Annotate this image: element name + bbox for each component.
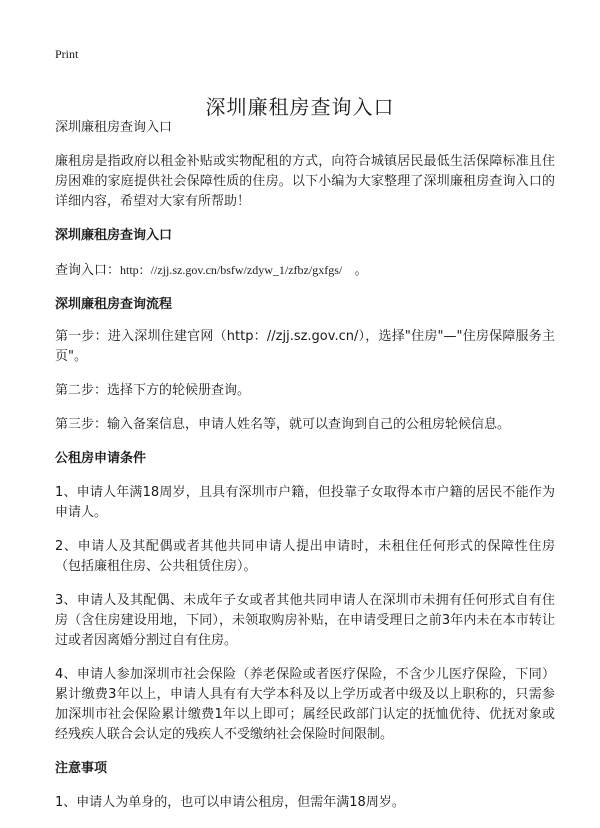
entry-url-link[interactable]: http：//zjj.sz.gov.cn/bsfw/zdyw_1/zfbz/gxfgs/ xyxy=(120,263,343,277)
section-heading-notes: 注意事项 xyxy=(55,761,108,776)
page-title: 深圳廉租房查询入口 xyxy=(205,95,395,120)
process-step-1: 第一步：进入深圳住建官网（http：//zjj.sz.gov.cn/），选择"住房"—"住房保障服务主页"。 xyxy=(55,329,555,364)
print-label: Print xyxy=(55,47,79,61)
section-heading-entry: 深圳廉租房查询入口 xyxy=(55,228,173,243)
article-subtitle: 深圳廉租房查询入口 xyxy=(55,120,173,135)
intro-paragraph: 廉租房是指政府以租金补贴或实物配租的方式，向符合城镇居民最低生活保障标准且住房困难的家庭提供社会保障性质的住房。以下小编为大家整理了深圳廉租房查询入口的详细内容，希望对大家有所帮助！ xyxy=(55,154,555,209)
condition-item-1: 1、申请人年满18周岁，且具有深圳市户籍，但投靠子女取得本市户籍的居民不能作为申请人。 xyxy=(55,485,555,520)
condition-item-4: 4、申请人参加深圳市社会保险（养老保险或者医疗保险，不含少儿医疗保险，下同）累计缴费3年以上，申请人具有有大学本科及以上学历或者中级及以上职称的，只需参加深圳市社会保险累计缴费1年以上即可；属经民政部门认定的抚恤优待、优抚对象或经残疾人联合会认定的残疾人不受缴纳社会保险时间限制。 xyxy=(55,667,555,742)
section-heading-process: 深圳廉租房查询流程 xyxy=(55,297,173,312)
section-heading-conditions: 公租房申请条件 xyxy=(55,451,147,466)
process-step-2: 第二步：选择下方的轮候册查询。 xyxy=(55,383,251,398)
note-item-1: 1、申请人为单身的，也可以申请公租房，但需年满18周岁。 xyxy=(55,795,405,810)
article-body xyxy=(55,118,555,813)
entry-end: 。 xyxy=(354,263,368,278)
process-step-3: 第三步：输入备案信息，申请人姓名等，就可以查询到自己的公租房轮候信息。 xyxy=(55,417,511,432)
entry-paragraph xyxy=(55,260,555,281)
condition-item-3: 3、申请人及其配偶、未成年子女或者其他共同申请人在深圳市未拥有任何形式自有住房（含住房建设用地，下同），未领取购房补贴，在申请受理日之前3年内未在本市转让过或者因离婚分割过自有住房。 xyxy=(55,593,555,648)
condition-item-2: 2、申请人及其配偶或者其他共同申请人提出申请时，未租住任何形式的保障性住房（包括廉租住房、公共租赁住房）。 xyxy=(55,539,555,574)
entry-label: 查询入口： xyxy=(55,263,121,278)
